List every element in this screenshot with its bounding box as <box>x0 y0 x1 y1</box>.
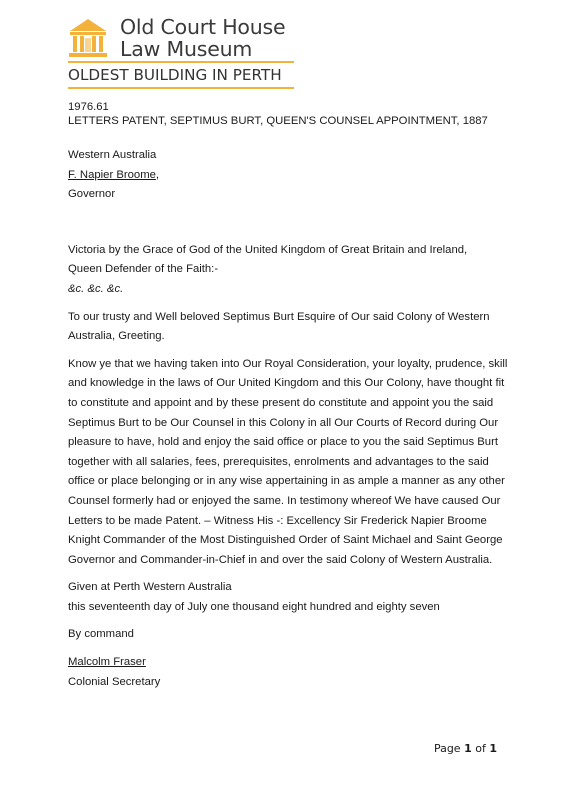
page-total: 1 <box>489 742 497 755</box>
page-word: Page <box>433 742 461 755</box>
page-current: 1 <box>464 742 472 755</box>
given-line-1: Given at Perth Western Australia <box>68 581 232 594</box>
greeting-paragraph: To our trusty and Well beloved Septimus Burt Esquire of Our said Colony of Western Australia, Greeting. <box>68 310 490 343</box>
logo-divider <box>68 61 294 63</box>
governor-suffix: , <box>155 168 160 181</box>
preamble-line-2: Queen Defender of the Faith:- <box>68 263 219 276</box>
document-meta <box>68 100 508 128</box>
museum-name-line1: Old Court House <box>120 15 286 39</box>
document-heading: LETTERS PATENT, SEPTIMUS BURT, QUEEN'S COUNSEL APPOINTMENT, 1887 <box>68 115 488 127</box>
body-paragraph: Know ye that we having taken into Our Royal Consideration, your loyalty, prudence, skill and knowledge in the laws of Our United Kingdom and this Our Colony, have thought fit to constitute and appoint and by these present do constitute and appoint you the said Septimus Burt to be Our Counsel in this Colony in all Our Courts of Record during Our pleasure to have, hold and enjoy the said office or place to you the said Septimus Burt together with all salaries, fees, prerequisites, enrolments and advantages to the said office or place belonging or in any wise appertaining in as ample a manner as any other Counsel formerly had or enjoyed the same. In testimony whereof We have caused Our Letters to be made Patent. – Witness His -: Excellency Sir Frederick Napier Broome Knight Commander of the Most Distinguished Order of Saint Michael and Saint George Governor and Commander-in-Chief in and over the said Colony of Western Australia. <box>68 357 508 566</box>
place-name: Western Australia <box>68 149 157 161</box>
given-line-2: this seventeenth day of July one thousand eight hundred and eighty seven <box>68 600 440 613</box>
accession-number: 1976.61 <box>68 101 109 113</box>
governor-signature <box>68 166 508 186</box>
secretary-title: Colonial Secretary <box>68 675 161 688</box>
document-body <box>68 100 508 692</box>
museum-name-line2: Law Museum <box>120 37 253 61</box>
logo-divider-bottom <box>68 87 294 89</box>
preamble-line-1: Victoria by the Grace of God of the United Kingdom of Great Britain and Ireland, <box>68 243 468 256</box>
museum-name <box>120 16 285 60</box>
governor-title: Governor <box>68 188 116 201</box>
museum-logo <box>68 16 294 92</box>
secretary-name: Malcolm Fraser <box>68 656 146 669</box>
preamble <box>68 241 508 300</box>
museum-tagline: OLDEST BUILDING IN PERTH <box>68 66 282 84</box>
governor-block <box>68 146 508 205</box>
secretary-block <box>68 653 508 692</box>
by-command: By command <box>68 628 134 641</box>
page-number <box>434 742 497 755</box>
governor-name: F. Napier Broome <box>68 168 156 181</box>
given-at <box>68 578 508 617</box>
of-word: of <box>475 742 486 755</box>
etcetera: &c. &c. &c. <box>68 282 124 295</box>
courthouse-icon <box>68 18 108 58</box>
